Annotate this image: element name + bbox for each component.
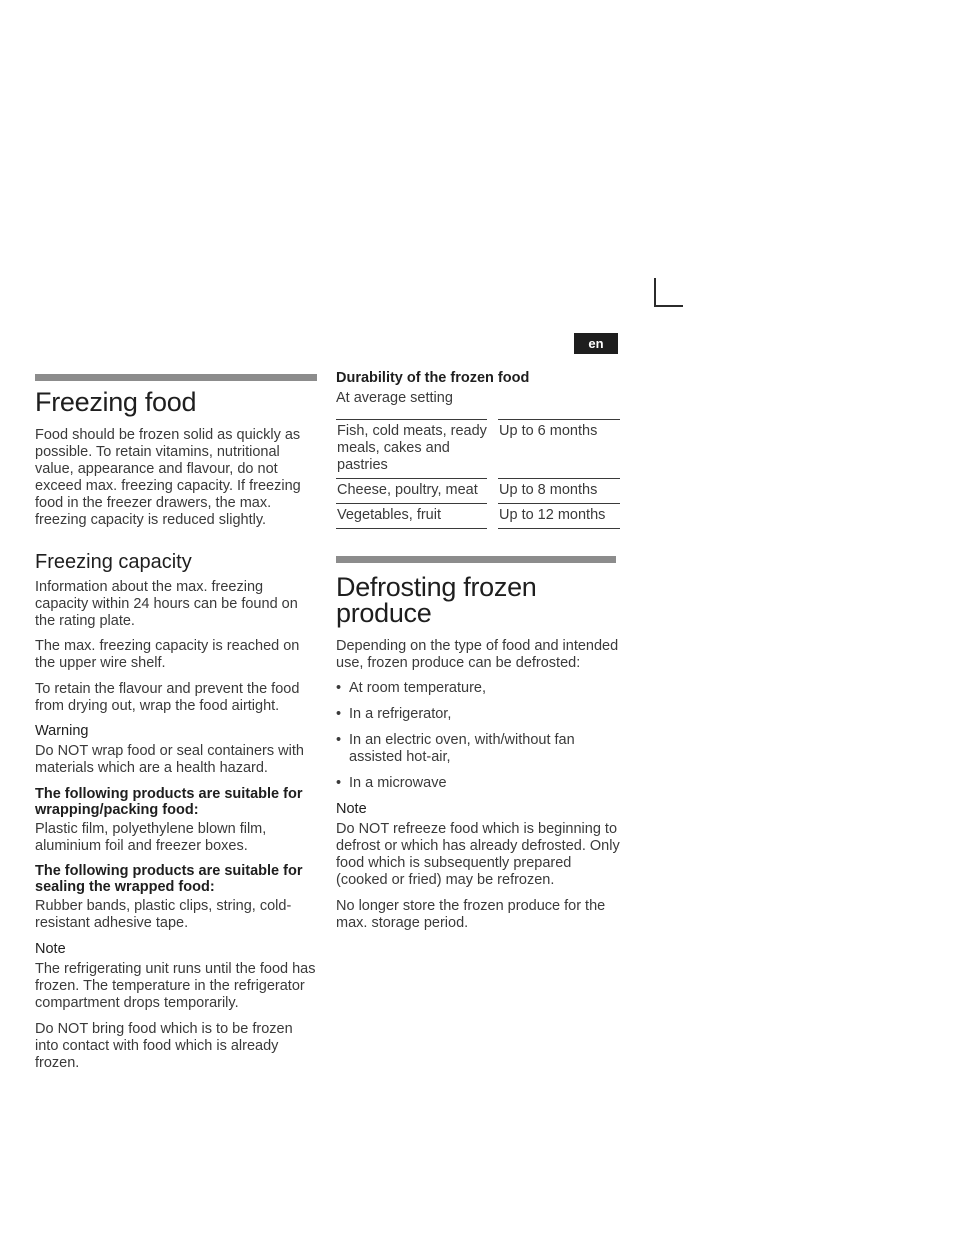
freezing-capacity-para1: Information about the max. freezing capacity within 24 hours can be found on the rating plate. [35, 579, 298, 629]
table-cell-food: Vegetables, fruit [336, 504, 487, 529]
note-heading: Note [35, 941, 66, 957]
defrost-note-para1: Do NOT refreeze food which is beginning to defrost or which has already defrosted. Only food which is subsequently prepared (cooked or fried) may be refrozen. [336, 821, 620, 888]
right-column [336, 370, 620, 932]
section-rule [336, 556, 616, 563]
crop-mark-horizontal [654, 305, 683, 307]
sealing-heading: The following products are suitable for sealing the wrapped food: [35, 863, 303, 895]
section-rule [35, 374, 317, 381]
defrosting-intro: Depending on the type of food and intended use, frozen produce can be defrosted: [336, 638, 619, 671]
list-item: • In a microwave [336, 775, 620, 792]
freezing-capacity-title: Freezing capacity [35, 551, 192, 573]
durability-subheading: At average setting [336, 390, 453, 406]
defrosting-title: Defrosting frozen produce [336, 572, 537, 628]
crop-mark-vertical [654, 278, 656, 306]
wrapping-text: Plastic film, polyethylene blown film, aluminium foil and freezer boxes. [35, 821, 267, 854]
list-item: • In a refrigerator, [336, 706, 620, 723]
table-cell-duration: Up to 6 months [498, 419, 620, 479]
table-row [336, 419, 620, 479]
table-cell-food: Fish, cold meats, ready meals, cakes and pastries [336, 419, 487, 479]
left-column [35, 374, 317, 1072]
language-badge: en [574, 333, 618, 354]
freezing-capacity-para2: The max. freezing capacity is reached on the upper wire shelf. [35, 638, 300, 671]
warning-heading: Warning [35, 723, 89, 739]
wrapping-heading: The following products are suitable for wrapping/packing food: [35, 786, 303, 818]
defrost-note-heading: Note [336, 801, 367, 817]
durability-heading: Durability of the frozen food [336, 370, 530, 386]
durability-table [336, 419, 620, 529]
table-row [336, 479, 620, 504]
note-para2: Do NOT bring food which is to be frozen into contact with food which is already frozen. [35, 1021, 293, 1071]
table-cell-duration: Up to 12 months [498, 504, 620, 529]
table-row [336, 504, 620, 529]
list-item: • In an electric oven, with/without fan assisted hot-air, [336, 732, 620, 766]
freezing-food-title: Freezing food [35, 387, 197, 417]
freezing-food-intro: Food should be frozen solid as quickly as possible. To retain vitamins, nutritional value, appearance and flavour, do not exceed max. freezing capacity. If freezing food in the freezer drawers, the max. freezing capacity is reduced slightly. [35, 427, 301, 528]
table-cell-duration: Up to 8 months [498, 479, 620, 504]
warning-text: Do NOT wrap food or seal containers with materials which are a health hazard. [35, 743, 304, 776]
list-item: • At room temperature, [336, 680, 620, 697]
note-para1: The refrigerating unit runs until the food has frozen. The temperature in the refrigerator compartment drops temporarily. [35, 961, 316, 1011]
table-cell-food: Cheese, poultry, meat [336, 479, 487, 504]
freezing-capacity-para3: To retain the flavour and prevent the food from drying out, wrap the food airtight. [35, 681, 300, 714]
defrosting-methods-list [336, 680, 620, 792]
sealing-text: Rubber bands, plastic clips, string, cold-resistant adhesive tape. [35, 898, 292, 931]
defrost-note-para2: No longer store the frozen produce for the max. storage period. [336, 898, 606, 931]
